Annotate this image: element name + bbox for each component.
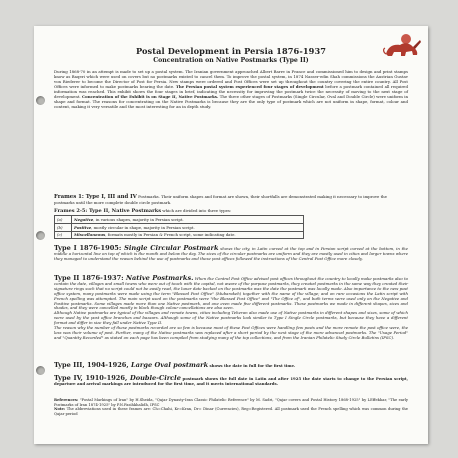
type-2-section: Type II 1876-1937: Native Postmarks. When the Central Post Office advised post offices throughout the country to locally make postmarks also to contain the date, villages and small towns who were out of touch with the capital, not aware of the purpose postmarks, they created postmarks in the same way they created their signature rings such that no script could not be easily read, the lunar date backed on the postmarks was the date the postmark was locally made. Also importance to the new post office system, many postmarks were made using the term "Blessed Post Office" (Mubarakeh) together with the name of the village; and on rare occasions the Latin script with French spelling was attempted. The main script used on the postmarks were "the Blessed Post Office" and "The Office of", and both terms were used only on the Negative and Positive postmarks. Some villages made more than one Native postmark, and one even made five different postmarks. These postmarks we made in different shapes, sizes and shades, and they were cancelled mostly in black though colour cancellations are also seen. Although Native postmarks are typical of the villages and remote towns, cities including Teheran also made use of Native postmarks in different shapes and sizes, some of which were used by the post office branches and bazaars. Although some of the Native postmarks look similar to Type I Single Circle postmarks, but because they have a different format and differ in size they fall under Native Type II. The reason why the number of these postmarks recorded are so few is because most of these Post Offices were handling few posts and the more remote the post office were, the less was their volume of post. Further, many of the Native postmarks was replaced after a short period by the next stage of the more advanced postmarks. The "Usage Period" and "Quantity Recorded" as stated on each page has been compiled from studying many of the top collections, and from the Iranian Philatelic Study Circle Bulletins (IPSC).	[54, 274, 408, 340]
frames-1-line: Frames 1: Type I, III and IV Postmarks. Their uniform shapes and format are shown, their shortfalls are demonstrated making it necessary to improve the postmarks until the more complete double circle postmark.	[54, 194, 387, 205]
type-3-section: Type III, 1904-1926, Large Oval postmark shows the date in full for the first time.	[54, 361, 296, 369]
punch-hole	[36, 96, 45, 105]
type-1-section: Type I 1876-1905: Single Circular Postmark shows the city, in Latin curved at the top and in Persian script curved at the bottom, in the middle a horizontal line on top of which is the month and below the day. The sizes of the circular postmarks are uniform and they are mostly used in cities and larger towns where they managed to understand the reason behind the use of postmarks and these post offices followed the instructions of the Central Post Office more closely.	[54, 244, 408, 261]
table-row: (a) Negative, in various shapes, majority in Persian script.	[55, 216, 304, 224]
frames-2-5-line: Frames 2-5: Type II, Native Postmarks which are divided into three types:	[54, 208, 232, 214]
page-title: Postal Development in Persia 1876-1937	[135, 46, 327, 56]
punch-hole	[36, 231, 45, 240]
type-2-heading: Type II 1876-1937: Native Postmarks.	[54, 274, 194, 282]
page-subtitle: Concentration on Native Postmarks (Type II)	[153, 57, 309, 64]
type-1-heading: Type I 1876-1905: Single Circular Postmark	[54, 244, 219, 252]
type-4-section: Type IV, 1910-1926, Double-Circle postmark shows the full date in Latin and after 1925 the date starts to change to the Persian script, departure and arrival markings are introduced for the first time, and it meets international standards.	[54, 374, 408, 386]
references-block: References: "Postal Markings of Iran" by H.Sheida, "Qajar Dynasty-Iran Classic Philatelic Reference" by M. Sadri, "Qajar covers and Postal History 1868-1925" by LEffekhar, "The early Postmarks of Iran 1874-1925" by P.N.Fasihkhalidh, IPSC Note: The abbreviations used in these frames are: Ch=Chahi, Kr=Kran, Dr= Dinar (Currencies), Reg=Registered. All postmark used the French spelling which was common during the Qajar period	[54, 398, 408, 417]
type-3-heading: Type III, 1904-1926, Large Oval postmark	[54, 361, 209, 369]
exhibit-page	[34, 26, 428, 444]
type-4-heading: Type IV, 1910-1926, Double-Circle	[54, 374, 181, 382]
punch-hole	[36, 366, 45, 375]
native-types-table	[54, 215, 304, 239]
intro-paragraph: During 1868-70 in an attempt is made to set up a postal system. The Iranian government approached Albert Barre in France and commissioned him to design and print stamps know as Baqeri which were used on covers but no postmarks existed to cancel them. To improve the postal system, in 1874 Nasser-edin Shah commissions the Austrian Gustav von Riederer to become the Director of Post for Persia. New stamps were ordered and Post Offices were set up throughout the country covering the entire country. All Post Offices were informed to make postmarks bearing the date. The Persian postal system experienced four stages of development before a postmark contained all required information was reached. This exhibit shows the four stages in brief, indicating the necessity for improving the postmark twice the necessity of moving to the next stage of development. Concentration of the Exhibit is on Stage II, Native Postmarks. The three other stages of Postmarks (Single Circular, Oval and Double Circle) were uniform in shape and format. The reasons for concentrating on the Native Postmarks is because they are the only type of postmark which are not uniform in shape, format, colour and content, making it very versatile and the most interesting for an in depth study.	[54, 69, 408, 110]
table-row: (c) Miscellaneous, formats mostly in Persian & French script, some indicating date.	[55, 231, 304, 239]
table-row: (b) Positive, mostly circular in shape, majority in Persian script.	[55, 223, 304, 231]
